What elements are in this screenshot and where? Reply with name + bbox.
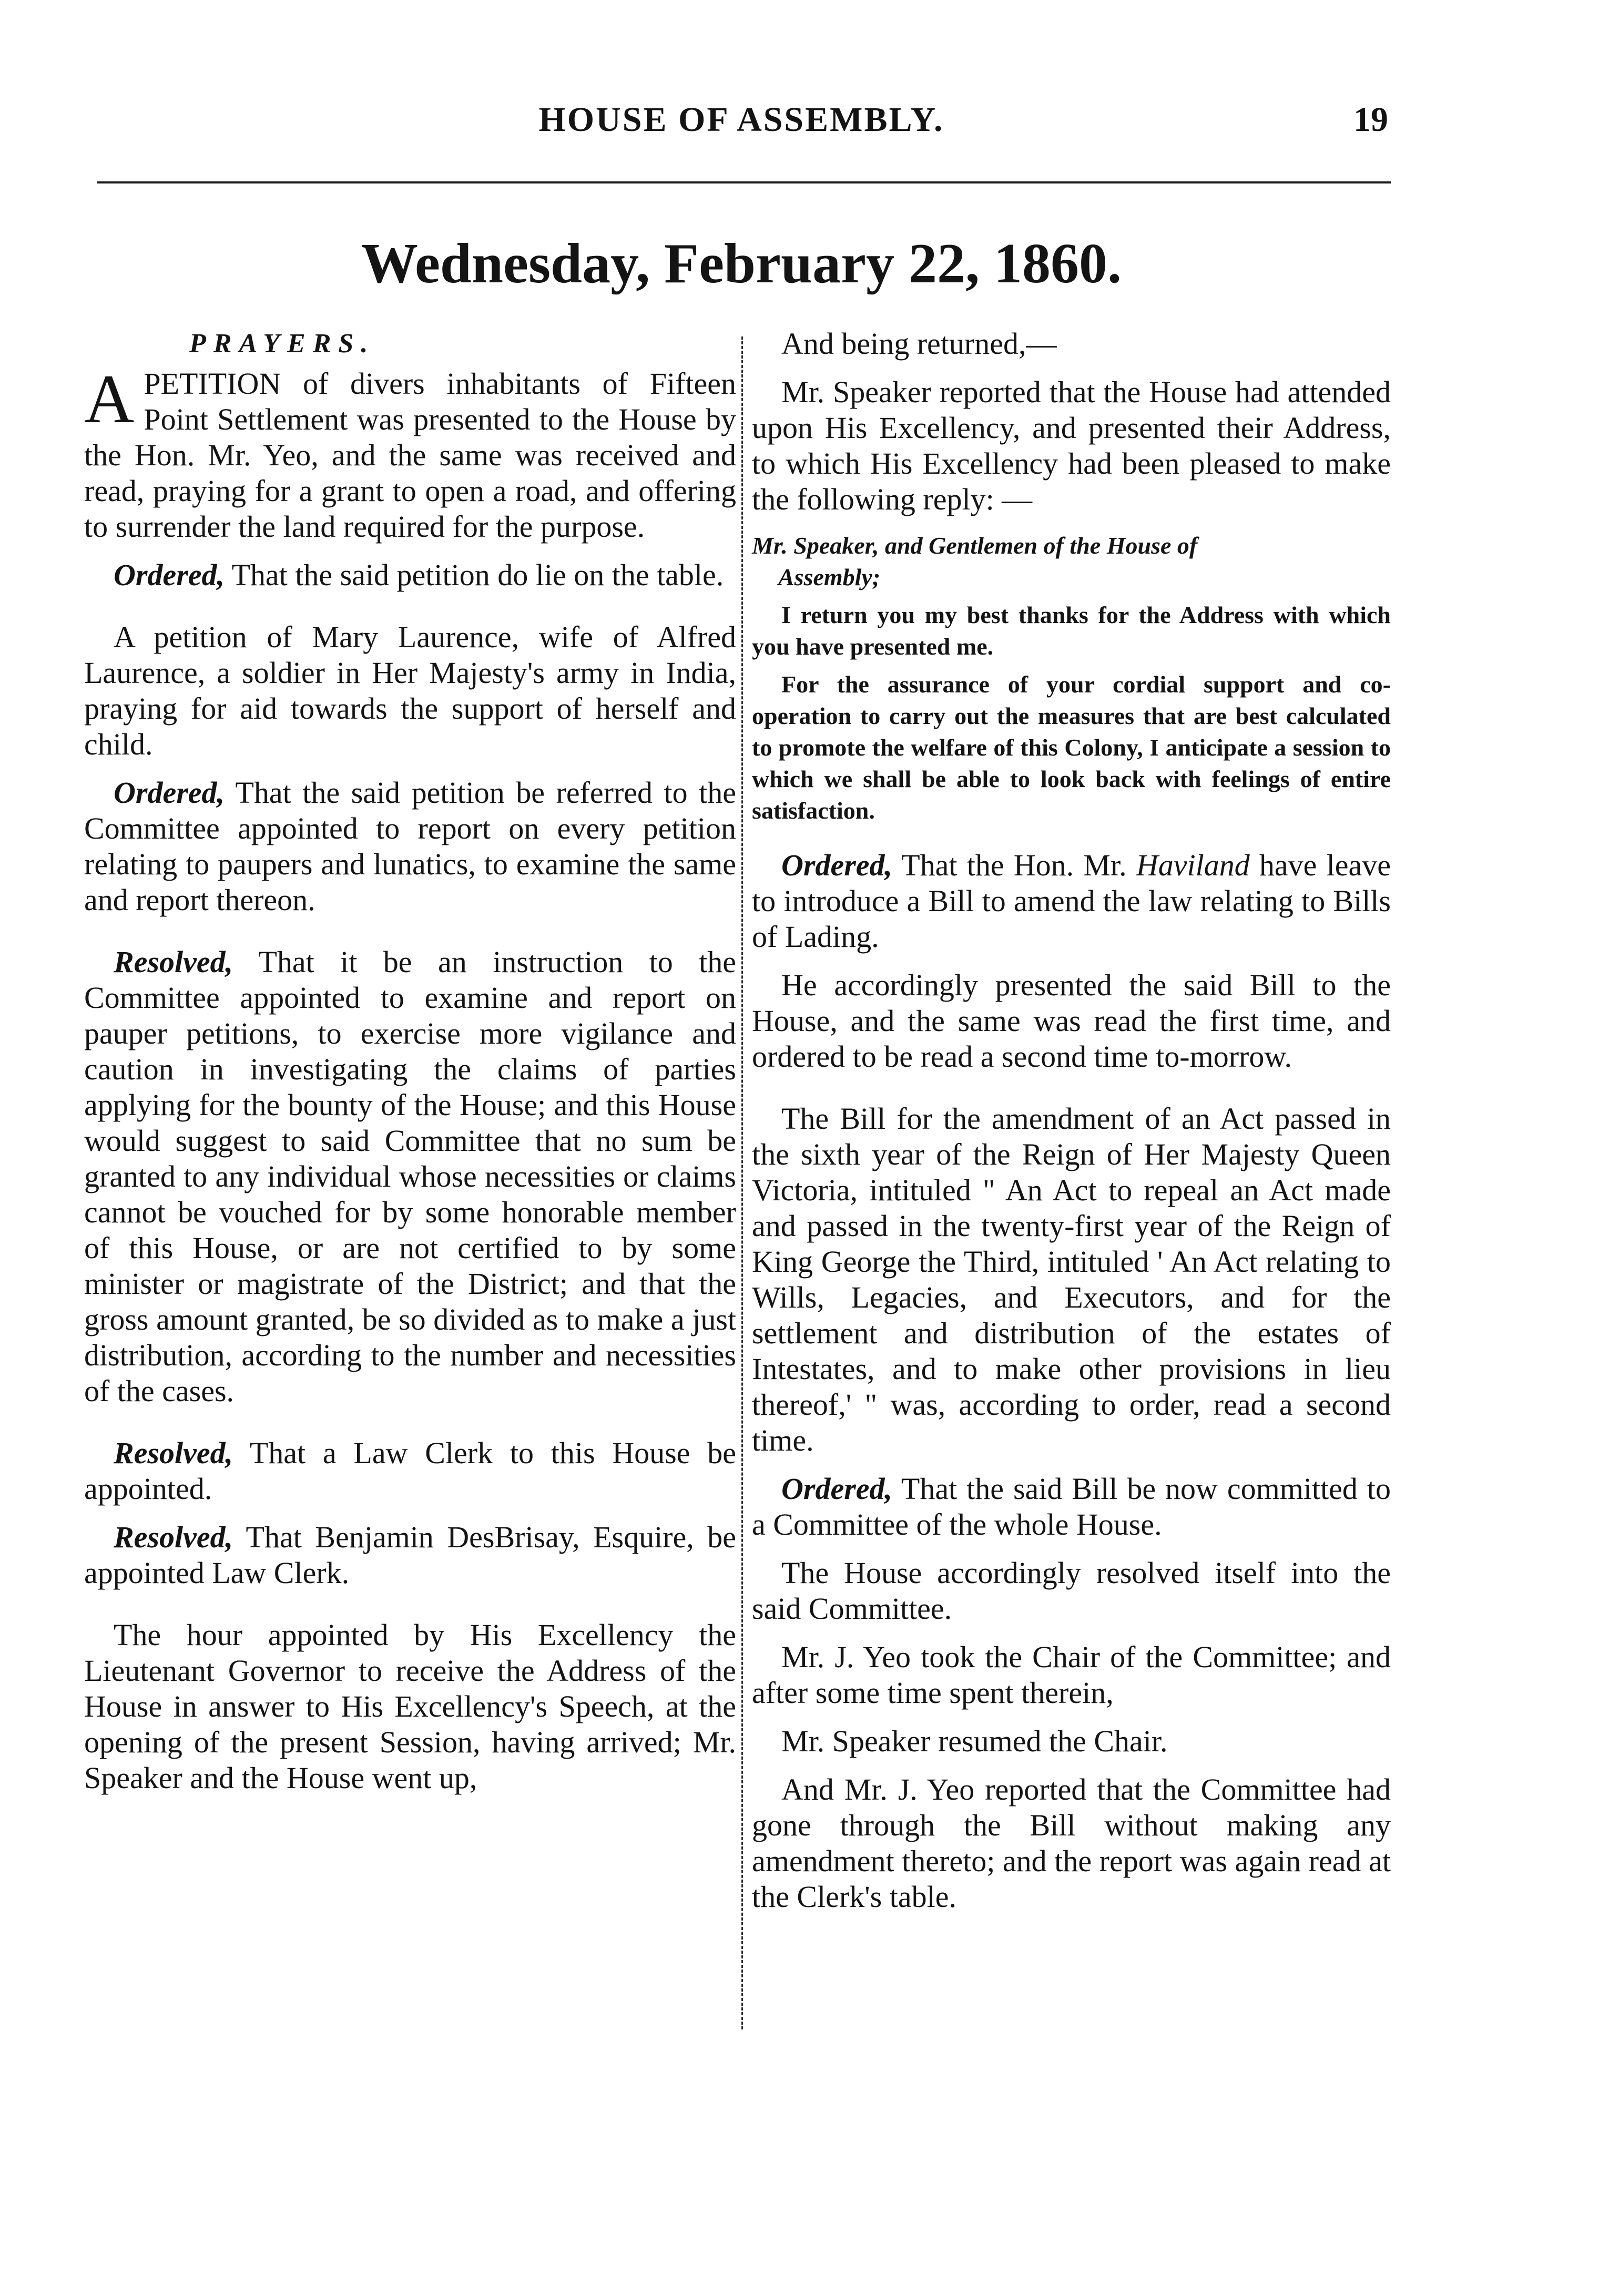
ordered-lead: Ordered, bbox=[114, 775, 225, 810]
paragraph-being-returned bbox=[752, 326, 1391, 362]
resolved-lead: Resolved, bbox=[114, 945, 233, 979]
paragraph-text: The House accordingly resolved itself into the said Committee. bbox=[752, 1556, 1391, 1626]
paragraph-ordered-haviland bbox=[752, 848, 1391, 955]
paragraph-ordered-committed bbox=[752, 1471, 1391, 1543]
paragraph-presented-bill bbox=[752, 967, 1391, 1075]
paragraph-text: That a Law Clerk to this House be appointed. bbox=[84, 1436, 736, 1506]
page-number: 19 bbox=[1353, 100, 1388, 139]
resolved-lead: Resolved, bbox=[114, 1520, 233, 1554]
paragraph-resolved-committee bbox=[752, 1555, 1391, 1627]
paragraph-resolved-law-clerk bbox=[84, 1435, 736, 1507]
ordered-lead: Ordered, bbox=[114, 558, 225, 592]
paragraph-text: For the assurance of your cordial support and co-operation to carry out the measures that are best calculated to promote the welfare of this Colony, I anticipate a session to which we shall be able to look back with feelings of entire satisfaction. bbox=[752, 671, 1391, 824]
paragraph-text: The hour appointed by His Excellency the Lieutenant Governor to receive the Address of the House in answer to His Excellency's Speech, at the opening of the present Session, having arrived; Mr. Speaker and the House went up, bbox=[84, 1618, 736, 1795]
paragraph-text: That the said petition be referred to the Committee appointed to report on every petition relating to paupers and lunatics, to examine the same and report thereon. bbox=[84, 775, 736, 917]
paragraph-speaker-resumed bbox=[752, 1723, 1391, 1759]
paragraph-text: Mr. Speaker reported that the House had attended upon His Excellency, and presented their Address, to which His Excellency had been pleased to make the following reply: — bbox=[752, 375, 1391, 516]
paragraph-text: Mr. Speaker resumed the Chair. bbox=[781, 1724, 1168, 1758]
section-title: PRAYERS. bbox=[189, 329, 375, 359]
paragraph-text: And being returned,— bbox=[781, 326, 1057, 361]
paragraph-text: That the said petition do lie on the table. bbox=[225, 558, 724, 592]
paragraph-bill-amendment bbox=[752, 1101, 1391, 1458]
paragraph-text: That it be an instruction to the Committee appointed to examine and report on pauper petitions, to exercise more vigilance and caution in investigating the claims of parties applying for the bounty of the House; and this House would suggest to said Committee that no sum be granted to any individual whose necessities or claims cannot be vouched for by some honorable member of this House, or are not certified to by some minister or magistrate of the District; and that the gross amount granted, be so divided as to make a just distribution, according to the number and necessities of the cases. bbox=[84, 945, 736, 1408]
paragraph-text: PETITION of divers inhabitants of Fifteen Point Settlement was presented to the House by the Hon. Mr. Yeo, and the same was received and read, praying for a grant to open a road, and offering to surrender the land required for the purpose. bbox=[84, 366, 736, 544]
resolved-lead: Resolved, bbox=[114, 1436, 233, 1470]
ordered-lead: Ordered, bbox=[781, 1472, 893, 1506]
paragraph-text: And Mr. J. Yeo reported that the Committee had gone through the Bill without making any amendment thereto; and the report was again read at the Clerk's table. bbox=[752, 1772, 1391, 1914]
column-divider bbox=[741, 336, 743, 2029]
paragraph-petition-mary-laurence bbox=[84, 619, 736, 762]
header-rule bbox=[97, 181, 1391, 183]
paragraph-resolved-instruction bbox=[84, 944, 736, 1409]
left-column bbox=[84, 326, 736, 1809]
paragraph-yeo-chair bbox=[752, 1639, 1391, 1711]
paragraph-text: Mr. J. Yeo took the Chair of the Committee; and after some time spent therein, bbox=[752, 1640, 1391, 1710]
paragraph-speaker-reported bbox=[752, 374, 1391, 517]
paragraph-text: The Bill for the amendment of an Act passed in the sixth year of the Reign of Her Majesty Queen Victoria, intituled " An Act to repeal an Act made and passed in the twenty-first year of the Reign of King George the Third, intituled ' An Act relating to Wills, Legacies, and Executors, and for the settlement and distribution of the estates of Intestates, and to make other provisions in lieu thereof,' " was, according to order, read a second time. bbox=[752, 1101, 1391, 1457]
drop-cap: A bbox=[84, 360, 135, 437]
date-heading: Wednesday, February 22, 1860. bbox=[361, 232, 1122, 295]
running-title: HOUSE OF ASSEMBLY. bbox=[538, 100, 944, 139]
paragraph-text: That the said Bill be now committed to a Committee of the whole House. bbox=[752, 1472, 1391, 1542]
paragraph-text: That Benjamin DesBrisay, Esquire, be appointed Law Clerk. bbox=[84, 1520, 736, 1590]
paragraph-text: A petition of Mary Laurence, wife of Alfred Laurence, a soldier in Her Majesty's army in India, praying for aid towards the support of herself and child. bbox=[84, 620, 736, 761]
salutation-line: Mr. Speaker, and Gentlemen of the House of bbox=[752, 532, 1198, 559]
salutation-line: Assembly; bbox=[778, 564, 881, 590]
excellency-reply bbox=[752, 530, 1391, 826]
right-column bbox=[752, 326, 1391, 1927]
reply-paragraph bbox=[752, 599, 1391, 662]
reply-salutation bbox=[752, 530, 1391, 593]
paragraph-text: That the Hon. Mr. bbox=[892, 848, 1136, 882]
paragraph-text: have leave to introduce a Bill to amend the law relating to Bills of Lading. bbox=[752, 848, 1391, 954]
paragraph-petition-fifteen-point bbox=[84, 360, 736, 545]
paragraph-hour-appointed bbox=[84, 1617, 736, 1796]
running-header bbox=[95, 100, 1388, 147]
paragraph-ordered-lie-on-table bbox=[84, 557, 736, 593]
ordered-lead: Ordered, bbox=[781, 848, 893, 882]
paragraph-text: I return you my best thanks for the Address with which you have presented me. bbox=[752, 601, 1391, 660]
paragraph-text: He accordingly presented the said Bill to the House, and the same was read the first time, and ordered to be read a second time to-morrow. bbox=[752, 968, 1391, 1074]
paragraph-ordered-referred bbox=[84, 775, 736, 918]
reply-paragraph bbox=[752, 669, 1391, 826]
member-name: Haviland bbox=[1136, 848, 1250, 882]
paragraph-resolved-desbrisay bbox=[84, 1519, 736, 1591]
paragraph-yeo-reported bbox=[752, 1772, 1391, 1915]
